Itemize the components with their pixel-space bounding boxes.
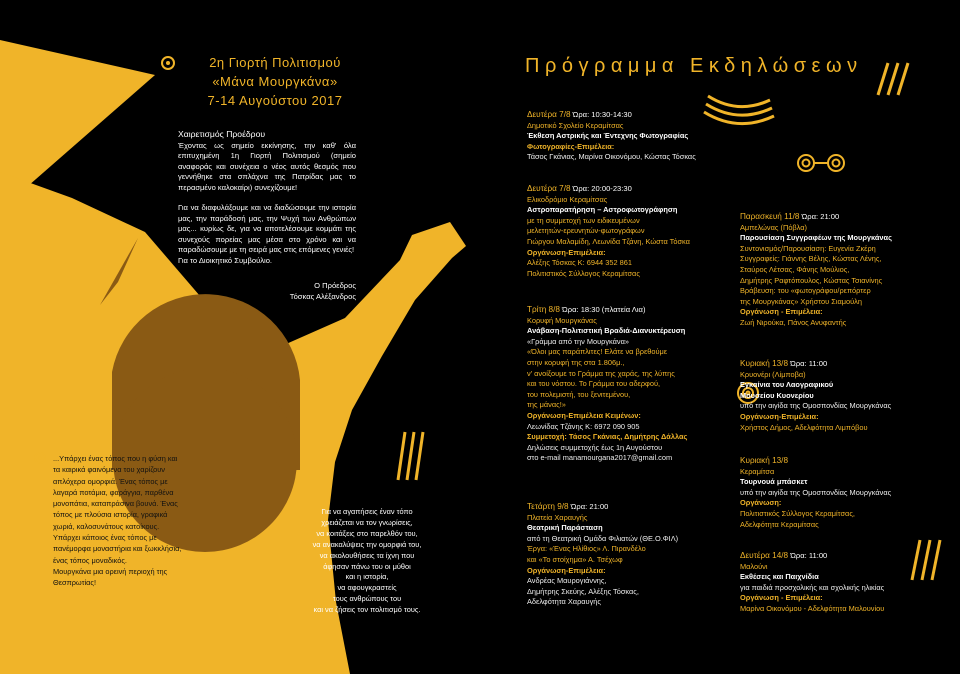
event-time: Ώρα: 21:00 [568, 502, 609, 511]
text-line: ...Υπάρχει ένας τόπος που η φύση και [53, 454, 178, 463]
event-time: Ώρα: 18:30 (πλατεία Λια) [559, 305, 646, 314]
signature-name: Τόσκας Αλέξανδρος [289, 291, 356, 301]
event-detail: Ζωή Νιρούκα, Πάνος Ανυφαντής [740, 317, 847, 327]
event-detail: και «Το στοίχημα» Α. Τσέχωφ [527, 554, 623, 564]
event-item [740, 359, 940, 433]
place-description [53, 453, 198, 589]
text-line: Για να αγαπήσεις έναν τόπο [321, 507, 413, 516]
text-line: τόπος με πλούσια ιστορία, γραφικά [53, 510, 168, 520]
event-detail: Οργάνωση-Επιμέλεια: [740, 411, 819, 421]
event-day [740, 456, 940, 467]
text-line: ένας τόπος μοναδικός. [53, 555, 127, 565]
event-title: Θεατρική Παράσταση [527, 523, 603, 533]
zigzag-decoration [878, 63, 908, 95]
event-time: Ώρα: 20:00-23:30 [570, 184, 632, 193]
event-time: Ώρα: 10:30-14:30 [570, 110, 632, 119]
event-title: Αστροπαρατήρηση – Αστροφωτογράφηση [527, 205, 678, 215]
program-title: Πρόγραμμα Εκδηλώσεων [525, 55, 863, 77]
event-detail: Πολιτιστικός Σύλλογος Κεραμίτσας, [740, 508, 855, 518]
event-venue: Κεραμίτσα [740, 466, 775, 476]
text-line: και η ιστορία, [345, 572, 389, 582]
event-venue: Δημοτικό Σχολείο Κεραμίτσας [527, 120, 624, 130]
event-detail: μελετητών-ερευνητών-φωτογράφων [527, 226, 645, 236]
greeting-block [178, 129, 356, 302]
event-detail: ν' ανοίξουμε το Γράμμα της χαράς, της λύπης [527, 368, 675, 378]
text-line: άφησαν πάνω του οι μύθοι [323, 561, 411, 571]
event-detail: Γιώργου Μαλαμίδη, Λεωνίδα Τζάνη, Κώστα Τόσκα [527, 236, 690, 246]
event-date: Δευτέρα 14/8 [740, 551, 789, 560]
event-detail: Οργάνωση-Επιμέλεια: [527, 565, 606, 575]
event-detail: Αδελφότητα Κεραμίτσας [740, 519, 819, 529]
event-venue: Ελικοδρόμιο Κεραμίτσας [527, 194, 608, 204]
event-title: Εκθέσεις και Παιχνίδια [740, 572, 819, 582]
event-detail: Αλέξης Τόσκας Κ: 6944 352 861 [527, 258, 632, 268]
event-detail: υπό την αιγίδα της Ομοσπονδίας Μουργκάνας [740, 401, 892, 411]
event-detail: Οργάνωση-Επιμέλεια Κειμένων: [527, 410, 641, 420]
greeting-paragraph-3: Για το Διοικητικό Συμβούλιο. [178, 255, 273, 265]
event-detail: με τη συμμετοχή των ειδικευμένων [527, 215, 640, 225]
event-date: Τετάρτη 9/8 [527, 502, 569, 511]
text-line: τα καιρικά φαινόμενα του χαρίζουν [53, 465, 165, 475]
event-detail: Οργάνωση - Επιμέλεια: [740, 593, 823, 603]
yellow-figure-shape [0, 40, 155, 200]
event-detail: «Γράμμα από την Μουργκάνα» [527, 336, 629, 346]
event-detail: Οργάνωση: [740, 498, 782, 508]
title-line1: 2η Γιορτή Πολιτισμού [209, 55, 341, 70]
event-detail: Σταύρος Λέτσας, Φάνης Μούλιος, [740, 264, 850, 274]
event-detail: από τη Θεατρική Ομάδα Φιλιατών (ΘΕ.Ο.ΦΙΛ) [527, 533, 679, 543]
event-detail: του πολεμιστή, του ξενιτεμένου, [527, 389, 631, 399]
event-detail: Τάσος Γκάνιας, Μαρίνα Οικονόμου, Κώστας Τόσκας [527, 152, 696, 162]
event-venue: Κρυονέρι (Λίμποβα) [740, 369, 806, 379]
event-detail: στο e-mail manamourgana2017@gmail.com [527, 453, 673, 463]
event-detail: Πολιτιστικός Σύλλογος Κεραμίτσας [527, 268, 640, 278]
event-day [527, 305, 737, 316]
event-detail: Φωτογραφίες-Επιμέλεια: [527, 141, 615, 151]
greeting-signature [178, 281, 356, 302]
event-detail: Συγγραφείς: Γιάννης Βέλης, Κώστας Λένης, [740, 254, 882, 264]
event-day [527, 502, 737, 513]
event-detail: και του νόστου. Το Γράμμα του αδερφού, [527, 379, 661, 389]
event-title: Τουρνουά μπάσκετ [740, 477, 808, 487]
event-venue: Πλατεία Χαραυγής [527, 512, 588, 522]
event-title: Έκθεση Αστρικής και Έντεχνης Φωτογραφίας [527, 131, 689, 141]
event-venue: Μαλούνι [740, 561, 768, 571]
event-detail: Έργα: «Ένας Ηλίθιος» Λ. Πιρανδέλο [527, 544, 646, 554]
festival-title [170, 53, 380, 110]
event-time: Ώρα: 11:00 [788, 551, 828, 560]
event-title: Εγκαίνια του Λαογραφικού [740, 380, 834, 390]
event-item [527, 502, 737, 608]
title-line2: «Μάνα Μουργκάνα» [212, 74, 338, 89]
event-detail: για παιδιά προσχολικής και σχολικής ηλικίας [740, 582, 885, 592]
event-detail: Αδελφότητα Χαραυγής [527, 597, 601, 607]
event-detail: Βράβευση: του «φωτογράφου/ρεπόρτερ [740, 286, 871, 296]
event-day [740, 551, 940, 562]
text-line: Υπάρχει κάποιος ένας τόπος με [53, 533, 157, 543]
event-item [740, 551, 940, 615]
event-title: Παρουσίαση Συγγραφέων της Μουργκάνας [740, 233, 892, 243]
event-detail: Λεωνίδας Τζάνης Κ: 6972 090 905 [527, 421, 640, 431]
event-detail: της μάνας!» [527, 400, 566, 410]
event-detail: Οργάνωση - Επιμέλεια: [740, 307, 823, 317]
event-item [740, 212, 940, 329]
event-date: Παρασκευή 11/8 [740, 212, 800, 221]
greeting-heading: Χαιρετισμός Προέδρου [178, 129, 266, 139]
event-day [740, 212, 940, 223]
event-venue: Κορυφή Μουργκάνας [527, 315, 597, 325]
event-detail: Δημήτρης Σκεύης, Αλέξης Τόσκας, [527, 586, 639, 596]
text-line: χωριά, καλοσυνάτους κατοίκους. [53, 521, 160, 531]
text-line: να κοιτάξεις στο παρελθόν του, [316, 528, 418, 538]
event-detail: Χρήστος Δήμος, Αδελφότητα Λιμπόβου [740, 422, 868, 432]
text-line: Μουργκάνα μια ορεινή περιοχή της [53, 566, 168, 576]
event-day [527, 184, 737, 195]
event-title: Ανάβαση-Πολιτιστική Βραδιά-Διανυκτέρευση [527, 326, 686, 336]
title-line3: 7-14 Αυγούστου 2017 [207, 93, 343, 108]
event-date: Δευτέρα 7/8 [527, 110, 571, 119]
event-detail: Ανδρέας Μαυρογιάννης, [527, 576, 607, 586]
greeting-paragraph-2: Για να διαφυλάξουμε και να διαδώσουμε την ιστορία μας, την παράδοσή μας, την Ψυχή των Ανθρώπων μας... κυρίως δε, για να αποτελέσουμε κομμάτι της συνεχούς πορείας μας μέσα στο χρόνο και να παραδώσουμε με τη σειρά μας στις επόμενες γενιές! [178, 203, 356, 254]
text-line: πανέμορφα μοναστήρια και ξωκκλήσια, [53, 544, 182, 554]
event-time: Ώρα: 21:00 [799, 212, 840, 221]
text-line: λαγαρά ποτάμια, φαράγγια, παρθένα [53, 487, 174, 497]
event-detail: Μαρίνα Οικονόμου - Αδελφότητα Μαλουνίου [740, 603, 885, 613]
text-line: να αφουγκραστείς [337, 583, 397, 593]
text-line: να ακολουθήσεις τα ίχνη που [319, 550, 415, 560]
event-detail: Δηλώσεις συμμετοχής έως 1η Αυγούστου [527, 442, 663, 452]
event-item [740, 456, 940, 530]
event-day [740, 359, 940, 370]
event-item [527, 305, 737, 464]
event-item [527, 110, 737, 163]
poem-text [297, 507, 437, 616]
event-date: Κυριακή 13/8 [740, 456, 789, 465]
event-detail: της Μουργκάνας» Χρήστου Σιαμούλη [740, 296, 862, 306]
event-time: Ώρα: 11:00 [788, 359, 828, 368]
signature-title: Ο Πρόεδρος [314, 281, 356, 290]
zigzag-decoration-mid [398, 432, 423, 480]
event-detail: υπό την αιγίδα της Ομοσπονδίας Μουργκάνας [740, 487, 892, 497]
text-line: και να ζήσεις τον πολιτισμό τους. [313, 605, 421, 615]
event-detail: Συμμετοχή: Τάσος Γκάνιας, Δημήτρης Δάλλας [527, 432, 688, 442]
event-detail: Συντονισμός/Παρουσίαση: Ευγενία Ζκέρη [740, 243, 876, 253]
double-spiral-icon [798, 155, 844, 171]
text-line: χρειάζεται να τον γνωρίσεις, [321, 517, 413, 527]
greeting-paragraph-1: Έχοντας ως σημείο εκκίνησης, την καθ' όλα επιτυχημένη 1η Γιορτή Πολιτισμού (σημείο αναφοράς και συνέχεια ο νέος αυτός θεσμός που γεννήθηκε στα σπλάχνα της Πατρίδας μας το περασμένο καλοκαίρι) συνεχίζουμε! [178, 140, 356, 192]
event-date: Κυριακή 13/8 [740, 359, 789, 368]
event-day [527, 110, 737, 121]
event-detail: «Όλοι μας παράπλιτες! Ελάτε να βρεθούμε [527, 347, 668, 357]
text-line: απλόχερα ομορφιά. Ένας τόπος με [53, 476, 168, 486]
event-detail: στην κορυφή της στα 1.806μ., [527, 357, 625, 367]
text-line: τους ανθρώπους του [332, 594, 402, 604]
event-detail: Μουσείου Κυονερίου [740, 390, 814, 400]
text-line: μονοπάτια, καταπράσινα βουνά. Ένας [53, 499, 178, 509]
event-date: Δευτέρα 7/8 [527, 184, 571, 193]
event-venue: Αμπελώνας (Πόβλα) [740, 222, 807, 232]
event-item [527, 184, 737, 279]
text-line: να ανακαλύψεις την ομορφιά του, [312, 539, 422, 549]
event-detail: Δημήτρης Ραφτόπουλος, Κώστας Τσιανίνης [740, 275, 883, 285]
text-line: Θεσπρωτίας! [53, 578, 97, 588]
event-detail: Οργάνωση-Επιμέλεια: [527, 247, 606, 257]
event-date: Τρίτη 8/8 [527, 305, 560, 314]
